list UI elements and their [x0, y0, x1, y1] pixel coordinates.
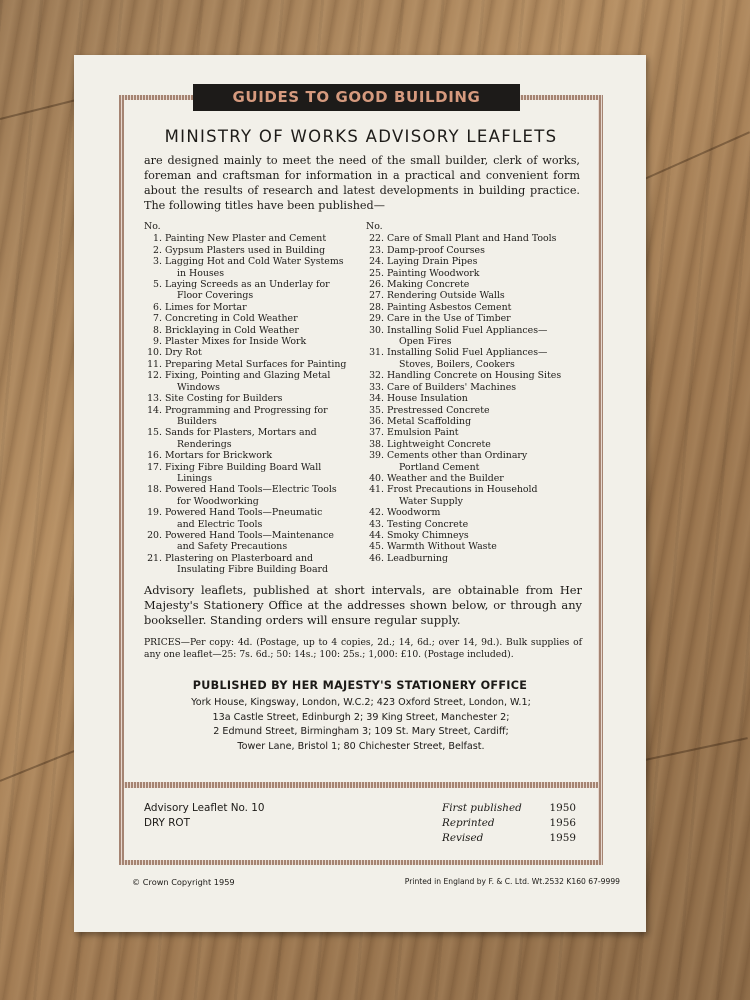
- item-title-line: Laying Drain Pipes: [387, 256, 478, 268]
- list-item: [144, 450, 360, 461]
- list-item: [366, 313, 590, 324]
- item-title-line: Painting Woodwork: [387, 267, 480, 279]
- list-item: [366, 268, 590, 279]
- item-title: [387, 519, 590, 530]
- item-title-line: Woodworm: [387, 507, 441, 519]
- item-number: 20.: [147, 529, 162, 541]
- item-number: 2.: [153, 244, 162, 256]
- item-title: [165, 302, 360, 313]
- item-title-line: Preparing Metal Surfaces for Painting: [165, 358, 347, 370]
- item-title-line: Floor Coverings: [177, 290, 254, 302]
- copyright-notice: © Crown Copyright 1959: [132, 877, 235, 887]
- item-number: 23.: [369, 244, 384, 256]
- item-title: [165, 233, 360, 244]
- item-number: 34.: [369, 393, 384, 405]
- list-item: [366, 256, 590, 267]
- list-item: [366, 290, 590, 301]
- list-item: [366, 405, 590, 416]
- availability-paragraph: Advisory leaflets, published at short intervals, are obtainable from Her Majesty's Stationery Office at the addresses shown below, or through any bookseller. Standing orders will ensure regular supply.: [144, 583, 582, 627]
- list-item: [144, 313, 360, 324]
- item-title-line: Lagging Hot and Cold Water Systems: [165, 256, 344, 268]
- list-item: [144, 484, 360, 507]
- history-row: [442, 831, 576, 846]
- item-title-line: Site Costing for Builders: [165, 393, 283, 405]
- publication-history: [442, 801, 576, 846]
- item-title: [165, 405, 360, 428]
- item-number: 3.: [153, 256, 162, 268]
- item-title-line: Powered Hand Tools—Maintenance: [165, 529, 334, 541]
- item-number: 46.: [369, 552, 384, 564]
- history-row: [442, 816, 576, 831]
- list-item: [144, 279, 360, 302]
- item-title: [387, 553, 590, 564]
- history-label: Revised: [442, 832, 484, 844]
- item-number: 39.: [369, 450, 384, 462]
- list-item: [144, 233, 360, 244]
- item-number: 40.: [369, 472, 384, 484]
- item-title: [387, 450, 590, 473]
- item-title-line: Linings: [177, 472, 213, 484]
- item-title-line: Weather and the Builder: [387, 472, 504, 484]
- item-title: [165, 325, 360, 336]
- history-year: 1956: [549, 817, 576, 829]
- item-title-line: Painting New Plaster and Cement: [165, 233, 327, 245]
- item-title-line: Metal Scaffolding: [387, 415, 472, 427]
- border-divider: [119, 782, 603, 788]
- item-title: [387, 279, 590, 290]
- list-item: [144, 427, 360, 450]
- list-item: [366, 302, 590, 313]
- list-item: [144, 462, 360, 485]
- item-number: 11.: [147, 358, 162, 370]
- list-item: [144, 359, 360, 370]
- list-item: [144, 336, 360, 347]
- item-title-line: Limes for Mortar: [165, 301, 247, 313]
- list-item: [144, 302, 360, 313]
- item-title-line: Laying Screeds as an Underlay for: [165, 279, 330, 291]
- list-item: [144, 530, 360, 553]
- item-title: [387, 530, 590, 541]
- item-title-line: Sands for Plasters, Mortars and: [165, 427, 317, 439]
- item-number: 38.: [369, 438, 384, 450]
- item-title-line: Cements other than Ordinary: [387, 450, 528, 462]
- item-title-line: Dry Rot: [165, 347, 202, 359]
- item-title: [165, 245, 360, 256]
- item-title-line: Open Fires: [399, 336, 452, 348]
- item-title-line: and Electric Tools: [177, 518, 263, 530]
- item-title: [165, 336, 360, 347]
- publisher-heading: PUBLISHED BY HER MAJESTY'S STATIONERY OFFICE: [192, 679, 528, 692]
- list-item: [366, 427, 590, 438]
- item-title: [387, 347, 590, 370]
- item-title-line: Plaster Mixes for Inside Work: [165, 336, 307, 348]
- item-title: [387, 405, 590, 416]
- list-item: [366, 245, 590, 256]
- item-title: [387, 268, 590, 279]
- item-title: [387, 290, 590, 301]
- item-title: [387, 484, 590, 507]
- item-title: [165, 484, 360, 507]
- list-item: [366, 450, 590, 473]
- leaflet-number: Advisory Leaflet No. 10: [144, 802, 265, 814]
- item-title: [387, 256, 590, 267]
- list-item: [366, 382, 590, 393]
- item-title-line: Water Supply: [399, 495, 463, 507]
- item-number: 24.: [369, 256, 384, 268]
- item-title-line: and Safety Precautions: [177, 541, 288, 553]
- item-title-line: Portland Cement: [399, 461, 480, 473]
- list-item: [144, 325, 360, 336]
- list-item: [366, 473, 590, 484]
- item-title-line: Stoves, Boilers, Cookers: [399, 358, 515, 370]
- item-number: 30.: [369, 324, 384, 336]
- item-number: 15.: [147, 427, 162, 439]
- item-title-line: for Woodworking: [177, 495, 259, 507]
- list-item: [144, 553, 360, 576]
- item-title-line: Handling Concrete on Housing Sites: [387, 370, 562, 382]
- item-title: [387, 233, 590, 244]
- item-title: [387, 507, 590, 518]
- history-year: 1950: [549, 802, 576, 814]
- item-number: 45.: [369, 541, 384, 553]
- list-item: [366, 507, 590, 518]
- list-item: [144, 245, 360, 256]
- item-title-line: Damp-proof Courses: [387, 244, 485, 256]
- leaflet-page: [74, 55, 646, 932]
- item-title-line: Installing Solid Fuel Appliances—: [387, 347, 548, 359]
- addresses-block: [134, 696, 588, 754]
- item-title: [165, 553, 360, 576]
- item-number: 10.: [147, 347, 162, 359]
- item-title-line: Making Concrete: [387, 279, 470, 291]
- item-title-line: Frost Precautions in Household: [387, 484, 538, 496]
- item-number: 19.: [147, 507, 162, 519]
- list-item: [144, 507, 360, 530]
- item-number: 6.: [153, 301, 162, 313]
- item-title: [165, 427, 360, 450]
- item-title-line: Powered Hand Tools—Electric Tools: [165, 484, 337, 496]
- wood-seam: [640, 131, 750, 182]
- item-title: [165, 256, 360, 279]
- item-number: 37.: [369, 427, 384, 439]
- list-item: [366, 519, 590, 530]
- item-title: [387, 382, 590, 393]
- item-number: 27.: [369, 290, 384, 302]
- item-title: [387, 427, 590, 438]
- item-title-line: Mortars for Brickwork: [165, 450, 273, 462]
- item-title-line: Gypsum Plasters used in Building: [165, 244, 326, 256]
- address-line: Tower Lane, Bristol 1; 80 Chichester Street, Belfast.: [237, 740, 485, 752]
- history-year: 1959: [549, 832, 576, 844]
- item-title-line: Leadburning: [387, 552, 448, 564]
- item-number: 44.: [369, 529, 384, 541]
- item-title-line: Rendering Outside Walls: [387, 290, 505, 302]
- list-item: [366, 279, 590, 290]
- list-item: [144, 370, 360, 393]
- item-title-line: Windows: [177, 381, 220, 393]
- list-item: [366, 530, 590, 541]
- item-number: 32.: [369, 370, 384, 382]
- item-number: 16.: [147, 450, 162, 462]
- item-title: [165, 530, 360, 553]
- list-item: [144, 347, 360, 358]
- item-title-line: in Houses: [177, 267, 225, 279]
- item-title-line: Testing Concrete: [387, 518, 469, 530]
- prices-paragraph: PRICES—Per copy: 4d. (Postage, up to 4 copies, 2d.; 14, 6d.; over 14, 9d.). Bulk supplies of any one leaflet—25: 7s. 6d.; 50: 14s.; 100: 25s.; 1,000: £10. (Postage included).: [144, 637, 582, 660]
- item-number: 25.: [369, 267, 384, 279]
- item-number: 9.: [153, 336, 162, 348]
- item-number: 8.: [153, 324, 162, 336]
- item-title: [165, 507, 360, 530]
- list-item: [144, 405, 360, 428]
- item-title: [387, 313, 590, 324]
- item-title-line: Care in the Use of Timber: [387, 313, 511, 325]
- list-item: [366, 347, 590, 370]
- item-title: [387, 473, 590, 484]
- list-item: [144, 393, 360, 404]
- item-title-line: Installing Solid Fuel Appliances—: [387, 324, 548, 336]
- banner-heading: GUIDES TO GOOD BUILDING: [193, 84, 520, 111]
- item-number: 7.: [153, 313, 162, 325]
- item-title: [165, 450, 360, 461]
- item-number: 5.: [153, 279, 162, 291]
- address-line: 13a Castle Street, Edinburgh 2; 39 King Street, Manchester 2;: [212, 711, 510, 723]
- item-title-line: Warmth Without Waste: [387, 541, 497, 553]
- item-title-line: Insulating Fibre Building Board: [177, 564, 329, 576]
- item-title-line: Programming and Progressing for: [165, 404, 328, 416]
- item-number: 17.: [147, 461, 162, 473]
- item-title-line: House Insulation: [387, 393, 468, 405]
- item-title-line: Prestressed Concrete: [387, 404, 490, 416]
- item-title-line: Powered Hand Tools—Pneumatic: [165, 507, 323, 519]
- item-title: [165, 347, 360, 358]
- item-title: [387, 325, 590, 348]
- list-header: No.: [144, 221, 161, 232]
- item-title-line: Care of Small Plant and Hand Tools: [387, 233, 557, 245]
- item-title-line: Smoky Chimneys: [387, 529, 469, 541]
- list-header: No.: [366, 221, 383, 232]
- item-title: [387, 370, 590, 381]
- item-number: 22.: [369, 233, 384, 245]
- address-line: York House, Kingsway, London, W.C.2; 423 Oxford Street, London, W.1;: [191, 697, 531, 708]
- history-label: Reprinted: [442, 817, 495, 829]
- address-line: 2 Edmund Street, Birmingham 3; 109 St. Mary Street, Cardiff;: [213, 726, 509, 738]
- item-title: [387, 541, 590, 552]
- item-title: [387, 439, 590, 450]
- item-number: 21.: [147, 552, 162, 564]
- wood-seam: [0, 750, 75, 782]
- item-number: 26.: [369, 279, 384, 291]
- item-title-line: Renderings: [177, 438, 232, 450]
- list-item: [366, 233, 590, 244]
- item-number: 29.: [369, 313, 384, 325]
- item-number: 18.: [147, 484, 162, 496]
- item-number: 33.: [369, 381, 384, 393]
- history-row: [442, 801, 576, 816]
- item-number: 12.: [147, 370, 162, 382]
- item-number: 14.: [147, 404, 162, 416]
- item-number: 42.: [369, 507, 384, 519]
- list-item: [366, 370, 590, 381]
- leaflet-id-block: [144, 801, 265, 831]
- titles-list-right: [366, 221, 590, 564]
- history-label: First published: [442, 802, 522, 814]
- item-title: [165, 370, 360, 393]
- item-number: 13.: [147, 393, 162, 405]
- list-item: [366, 325, 590, 348]
- item-number: 35.: [369, 404, 384, 416]
- intro-paragraph: are designed mainly to meet the need of the small builder, clerk of works, foreman and craftsman for information in a practical and convenient form about the results of research and latest developments in building practice. The following titles have been published—: [144, 154, 580, 212]
- item-title: [165, 393, 360, 404]
- item-title: [387, 302, 590, 313]
- item-number: 41.: [369, 484, 384, 496]
- item-number: 31.: [369, 347, 384, 359]
- item-number: 28.: [369, 301, 384, 313]
- item-title-line: Care of Builders' Machines: [387, 381, 517, 393]
- item-title: [387, 245, 590, 256]
- item-title: [165, 279, 360, 302]
- item-number: 1.: [153, 233, 162, 245]
- printer-imprint: Printed in England by F. & C. Ltd. Wt.2532 K160 67-9999: [404, 877, 620, 886]
- item-title: [387, 416, 590, 427]
- item-number: 36.: [369, 415, 384, 427]
- list-item: [366, 393, 590, 404]
- titles-list-left: [144, 221, 360, 576]
- list-item: [366, 484, 590, 507]
- item-title-line: Builders: [177, 415, 217, 427]
- item-title-line: Lightweight Concrete: [387, 438, 491, 450]
- list-item: [366, 553, 590, 564]
- item-title-line: Fixing, Pointing and Glazing Metal: [165, 370, 331, 382]
- item-title-line: Bricklaying in Cold Weather: [165, 324, 299, 336]
- item-title-line: Concreting in Cold Weather: [165, 313, 298, 325]
- leaflet-title: DRY ROT: [144, 817, 190, 829]
- list-item: [144, 256, 360, 279]
- list-item: [366, 416, 590, 427]
- list-item: [366, 541, 590, 552]
- wood-seam: [0, 99, 78, 120]
- wood-seam: [640, 737, 748, 762]
- item-title-line: Emulsion Paint: [387, 427, 459, 439]
- item-number: 43.: [369, 518, 384, 530]
- list-item: [366, 439, 590, 450]
- item-title-line: Fixing Fibre Building Board Wall: [165, 461, 322, 473]
- item-title: [387, 393, 590, 404]
- page-title: MINISTRY OF WORKS ADVISORY LEAFLETS: [164, 127, 558, 146]
- item-title-line: Painting Asbestos Cement: [387, 301, 512, 313]
- item-title: [165, 462, 360, 485]
- item-title: [165, 313, 360, 324]
- item-title-line: Plastering on Plasterboard and: [165, 552, 314, 564]
- item-title: [165, 359, 360, 370]
